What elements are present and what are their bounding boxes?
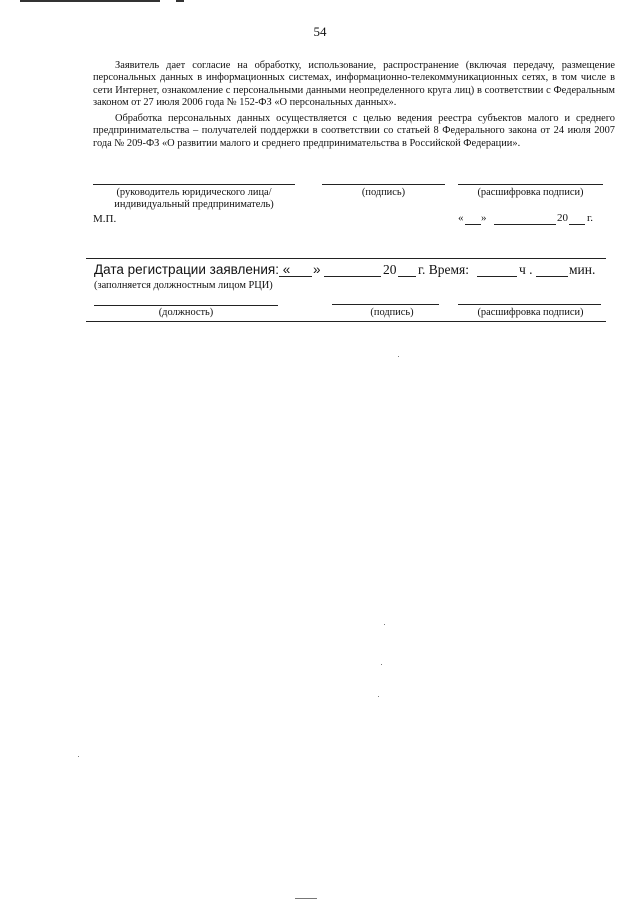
seal-label: М.П. [93, 213, 117, 225]
reg-month-field[interactable] [324, 276, 381, 277]
reg-hours-field[interactable] [477, 276, 517, 277]
date-month-field[interactable] [494, 224, 556, 225]
scan-speck [384, 624, 385, 625]
reg-year-field[interactable] [398, 276, 416, 277]
scan-edge-mark [176, 0, 184, 2]
position-line[interactable] [94, 305, 278, 306]
reg-time-label: г. Время: [418, 262, 470, 277]
scan-speck [381, 664, 382, 665]
date-day-field[interactable] [465, 224, 481, 225]
head-signature-line[interactable] [93, 184, 295, 185]
purpose-paragraph: Обработка персональных данных осуществляется с целью ведения реестра субъектов малого и среднего предпринимательства – получателей поддержки в соответствии со статьей 8 Федерального закона от 24 июля 2007 года № 209-ФЗ «О развитии малого и среднего предпринимательства в Российской Федерации». [93, 113, 615, 149]
reg-minutes-label: мин. [569, 262, 596, 277]
scan-speck [398, 356, 399, 357]
scan-speck [78, 756, 79, 757]
reg-decoding-line[interactable] [458, 304, 601, 305]
head-label-2: индивидуальный предприниматель) [114, 199, 274, 210]
reg-decoding-label: (расшифровка подписи) [477, 307, 584, 318]
decoding-label: (расшифровка подписи) [477, 187, 584, 198]
scan-speck [295, 898, 317, 899]
scan-edge-mark [20, 0, 160, 2]
consent-paragraph: Заявитель дает согласие на обработку, использование, распространение (включая передачу, размещение персональных данных в информационных системах, информационно-телекоммуникационных сетях, в том числе в сети Интернет, ознакомление с персональными данными неопределенного круга лиц) в соответствии с Федеральным законом от 27 июля 2006 года № 152-ФЗ «О персональных данных». [93, 60, 615, 108]
signature-line[interactable] [322, 184, 445, 185]
reg-day-field[interactable] [279, 276, 312, 277]
date-year-suffix: г. [587, 212, 594, 224]
date-close-quote: » [481, 212, 487, 224]
position-label: (должность) [158, 307, 214, 318]
decoding-line[interactable] [458, 184, 603, 185]
date-open-quote: « [458, 212, 464, 224]
page-number: 54 [313, 24, 327, 39]
signature-label: (подпись) [361, 187, 406, 198]
reg-minutes-field[interactable] [536, 276, 568, 277]
scan-speck [378, 696, 379, 697]
registration-note: (заполняется должностным лицом РЦИ) [94, 280, 273, 291]
registration-title: Дата регистрации заявления: « [94, 262, 291, 277]
reg-signature-label: (подпись) [370, 307, 414, 318]
head-label-1: (руководитель юридического лица/ [116, 187, 272, 198]
reg-close-quote: » [313, 262, 321, 277]
reg-signature-line[interactable] [332, 304, 439, 305]
reg-year-prefix: 20 [383, 262, 397, 277]
date-year-prefix: 20 [557, 212, 568, 224]
date-year-field[interactable] [569, 224, 585, 225]
reg-hours-label: ч . [519, 262, 533, 277]
